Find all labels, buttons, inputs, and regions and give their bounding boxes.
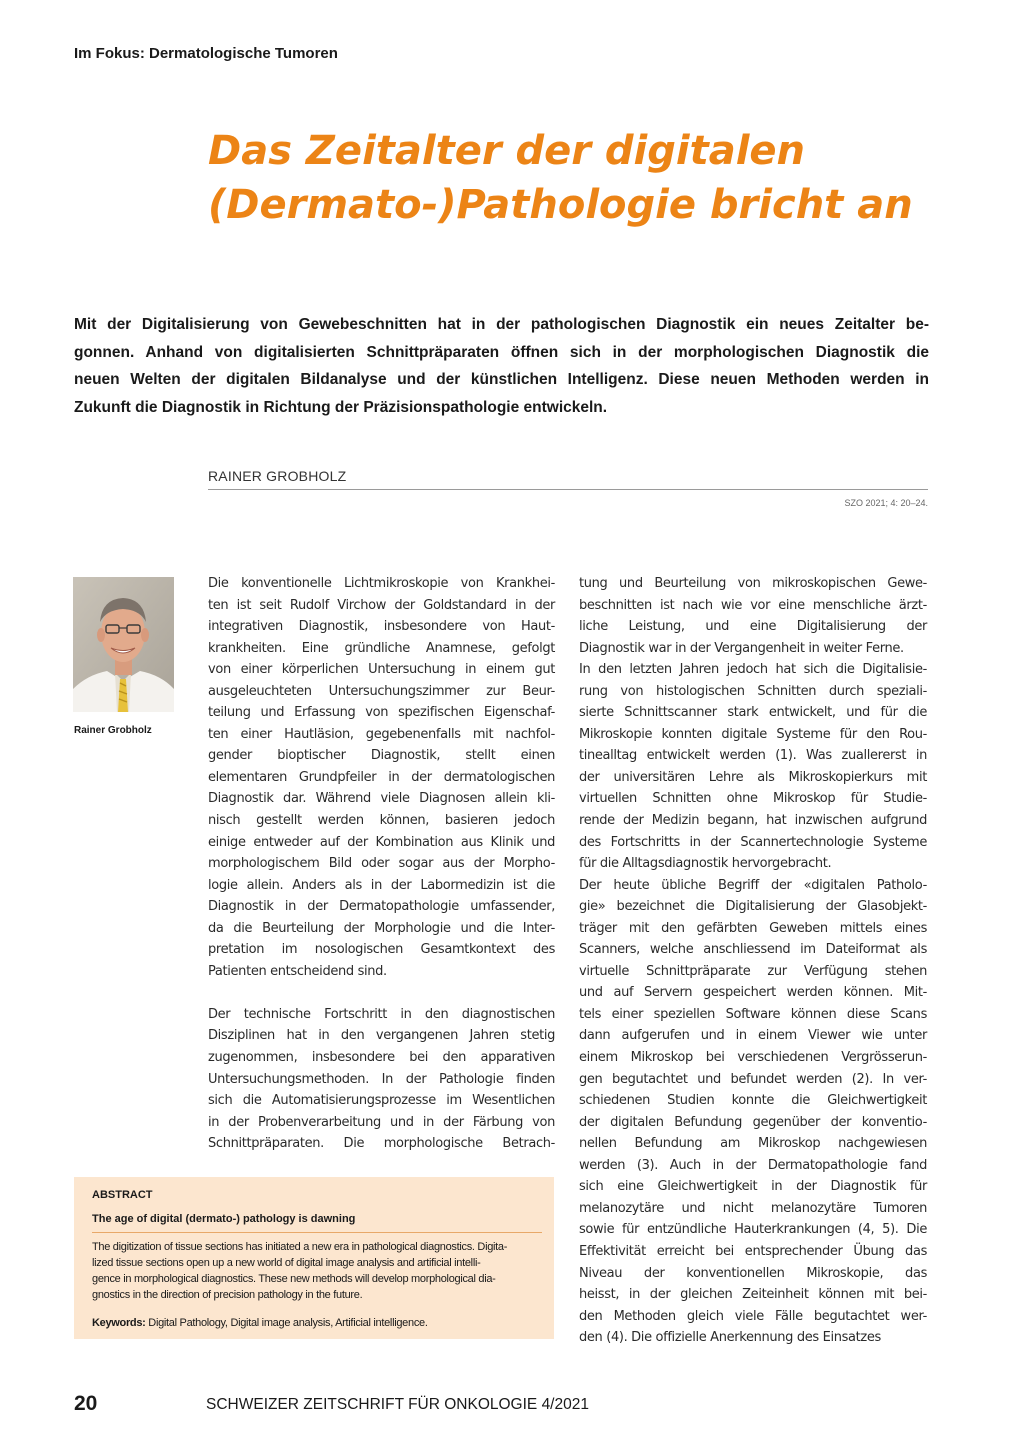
body-text-line: tung und Beurteilung von mikroskopischen Gewe- xyxy=(579,576,927,591)
journal-name: SCHWEIZER ZEITSCHRIFT FÜR ONKOLOGIE 4/2021 xyxy=(206,1396,589,1413)
body-text-line: sierte Schnittscanner stark entwickelt, und für die xyxy=(579,705,927,721)
keywords-label: Keywords: xyxy=(92,1317,146,1329)
abstract-title: The age of digital (dermato-) pathology is dawning xyxy=(92,1213,356,1225)
lead-line: Zukunft die Diagnostik in Richtung der Präzisionspathologie entwickeln. xyxy=(74,398,608,416)
body-text-line: nisch gestellt werden können, basieren jedoch xyxy=(208,813,555,829)
body-text-line: virtuelle Schnittpräparate zur Verfügung stehen xyxy=(579,963,927,979)
body-text-line: Effektivität erreicht bei entsprechender Übung das xyxy=(579,1243,927,1259)
body-text-line: zugenommen, insbesondere bei den apparativen xyxy=(208,1050,555,1066)
body-text-line: In den letzten Jahren jedoch hat sich die Digitalisie- xyxy=(579,662,927,678)
section-label: Im Fokus: Dermatologische Tumoren xyxy=(74,45,338,62)
body-text-line: ausgeleuchteten Untersuchungszimmer zur Beur- xyxy=(208,683,555,699)
body-text-line: Diagnostik in der Dermatopathologie umfassender, xyxy=(208,899,555,915)
body-text-line: Disziplinen hat in den vergangenen Jahren stetig xyxy=(208,1028,555,1044)
author-divider xyxy=(208,489,928,490)
body-text-line: tels einer speziellen Software können diese Scans xyxy=(579,1006,927,1022)
body-text-line: integrativen Diagnostik, insbesondere von Haut- xyxy=(208,619,555,635)
body-text-line: Der heute übliche Begriff der «digitalen Patholo- xyxy=(579,877,927,893)
body-text-line: Patienten entscheidend sind. xyxy=(208,963,387,979)
body-text-line: gie» bezeichnet die Digitalisierung der Glasobjekt- xyxy=(579,899,927,915)
abstract-line: gnostics in the direction of precision pathology in the future. xyxy=(92,1289,363,1301)
body-text-line: in der Probenverarbeitung und in der Färbung von xyxy=(208,1114,555,1130)
article-title xyxy=(208,124,988,232)
body-text-line: für die Alltagsdiagnostik hervorgebracht. xyxy=(579,856,832,872)
body-text-line: teilung und Erfassung von spezifischen Eigenschaf- xyxy=(208,705,555,721)
abstract-box xyxy=(74,1177,554,1339)
body-text-line: sowie für entzündliche Hauterkrankungen (4, 5). Die xyxy=(579,1222,927,1238)
photo-caption: Rainer Grobholz xyxy=(74,725,152,736)
keywords-text: Digital Pathology, Digital image analysis, Artificial intelligence. xyxy=(145,1317,428,1329)
page-number: 20 xyxy=(74,1392,98,1415)
body-text-line: dann aufgerufen und in einem Viewer wie unter xyxy=(579,1028,927,1044)
lead-paragraph xyxy=(74,311,929,421)
body-text-line: rung von histologischen Schnitten durch speziali- xyxy=(579,683,927,699)
body-text-line: sich die Automatisierungsprozesse im Wesentlichen xyxy=(208,1093,555,1109)
body-text-line: krankheiten. Eine gründliche Anamnese, gefolgt xyxy=(208,640,555,656)
body-text-line: melanozytäre und nicht melanozytäre Tumoren xyxy=(579,1200,927,1216)
body-text-line: Der technische Fortschritt in den diagnostischen xyxy=(208,1006,555,1022)
author-photo xyxy=(73,577,174,712)
body-text-line: Diagnostik war in der Vergangenheit in weiter Ferne. xyxy=(579,640,904,656)
body-text-line: einige entweder auf der Kombination aus Klinik und xyxy=(208,834,555,850)
body-text-line: träger mit den gefärbten Geweben mittels eines xyxy=(579,920,927,936)
body-text-line: ten ist seit Rudolf Virchow der Goldstandard in der xyxy=(208,597,555,613)
body-text-line: beschnitten ist nach wie vor eine menschliche ärzt- xyxy=(579,597,927,613)
body-text-line: werden (3). Auch in der Dermatopathologie fand xyxy=(579,1157,927,1173)
body-text-line: sich eine Gleichwertigkeit in der Diagnostik für xyxy=(579,1179,927,1195)
abstract-heading: ABSTRACT xyxy=(92,1189,153,1201)
body-text-line: den Methoden gleich viele Fälle begutachtet wer- xyxy=(579,1308,927,1324)
lead-line: Mit der Digitalisierung von Gewebeschnitten hat in der pathologischen Diagnostik ein neues Zeitalter be- xyxy=(74,316,929,333)
body-text-line: den (4). Die offizielle Anerkennung des Einsatzes xyxy=(579,1330,881,1346)
body-text-line: da die Beurteilung der Morphologie und die Inter- xyxy=(208,920,555,936)
abstract-line: lized tissue sections open up a new world of digital image analysis and artificial intelli- xyxy=(92,1257,481,1269)
title-line: Das Zeitalter der digitalen xyxy=(208,128,806,174)
text-column-2 xyxy=(579,573,927,1349)
abstract-divider xyxy=(92,1232,542,1233)
body-text-line: gen begutachtet und befundet werden (2). In ver- xyxy=(579,1071,927,1087)
body-text-line: einem Mikroskop bei verschiedenen Vergrösserun- xyxy=(579,1050,927,1066)
body-text-line: von einer körperlichen Untersuchung in einem gut xyxy=(208,662,555,678)
body-text-line: virtuellen Schnitten ohne Mikroskop für Studie- xyxy=(579,791,927,807)
body-text-line: Die konventionelle Lichtmikroskopie von Krankhei- xyxy=(208,576,555,591)
body-text-line: Mikroskopie konnten digitale Systeme für den Rou- xyxy=(579,726,927,742)
body-text-line: pretation im nosologischen Gesamtkontext des xyxy=(208,942,555,958)
body-text-line: der universitären Lehre als Mikroskopierkurs mit xyxy=(579,769,927,785)
body-text-line: des Fortschritts in der Scannertechnologie Systeme xyxy=(579,834,927,850)
paragraph-gap xyxy=(208,982,555,1004)
body-text-line: und auf Servern gespeichert werden können. Mit- xyxy=(579,985,927,1001)
body-text-line: Schnittpräparaten. Die morphologische Betrach- xyxy=(208,1136,555,1152)
body-text-line: liche Leistung, und eine Digitalisierung der xyxy=(579,619,927,635)
text-column-1 xyxy=(208,573,555,1155)
body-text-line: gender bioptischer Diagnostik, stellt einen xyxy=(208,748,555,764)
title-line: (Dermato-)Pathologie bricht an xyxy=(208,182,913,228)
abstract-keywords xyxy=(92,1317,428,1329)
abstract-line: gence in morphological diagnostics. These new methods will develop morphological dia- xyxy=(92,1273,496,1285)
body-text-line: nellen Befundung am Mikroskop nachgewiesen xyxy=(579,1136,927,1152)
body-text-line: Diagnostik dar. Während viele Diagnosen allein kli- xyxy=(208,791,555,807)
body-text-line: heisst, in der gleichen Zeiteinheit können mit bei- xyxy=(579,1287,927,1303)
body-text-line: morphologischem Bild oder sogar aus der Morpho- xyxy=(208,856,555,872)
author-name: RAINER GROBHOLZ xyxy=(208,468,347,484)
body-text-line: ten einer Hautläsion, gegebenenfalls mit nachfol- xyxy=(208,726,555,742)
body-text-line: Niveau der konventionellen Mikroskopie, das xyxy=(579,1265,927,1281)
lead-line: neuen Welten der digitalen Bildanalyse und der künstlichen Intelligenz. Diese neuen Methoden werden in xyxy=(74,371,929,389)
body-text-line: schiedenen Studien konnte die Gleichwertigkeit xyxy=(579,1093,927,1109)
body-text-line: logie allein. Anders als in der Labormedizin ist die xyxy=(208,877,555,893)
body-text-line: Scanners, welche anschliessend im Dateiformat als xyxy=(579,942,927,958)
body-text-line: der digitalen Befundung gegenüber der konventio- xyxy=(579,1114,927,1130)
abstract-line: The digitization of tissue sections has initiated a new era in pathological diagnostics. Digita- xyxy=(92,1241,508,1253)
body-text-line: Untersuchungsmethoden. In der Pathologie finden xyxy=(208,1071,555,1087)
body-text-line: elementaren Grundpfeiler in der dermatologischen xyxy=(208,769,555,785)
lead-line: gonnen. Anhand von digitalisierten Schnittpräparaten öffnen sich in der morphologischen Diagnostik die xyxy=(74,343,929,361)
citation: SZO 2021; 4: 20–24. xyxy=(844,498,928,508)
body-text-line: tinealltag entwickelt werden (1). Was zuallererst in xyxy=(579,748,927,764)
body-text-line: rende der Medizin begann, hat inzwischen aufgrund xyxy=(579,813,927,829)
abstract-body xyxy=(92,1239,538,1303)
